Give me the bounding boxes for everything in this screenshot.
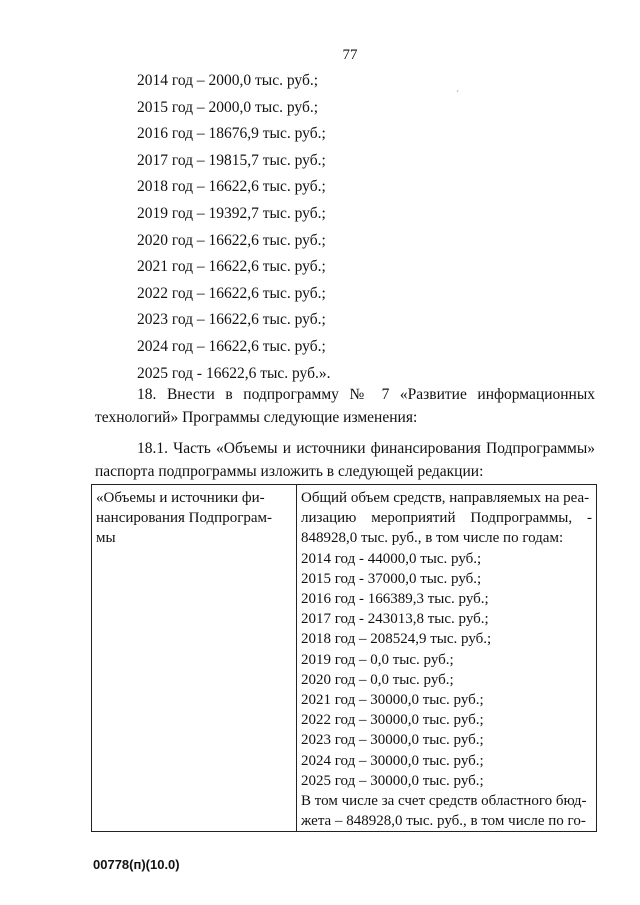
cell-line: лизацию мероприятий Подпрограммы, - [301,510,592,527]
cell-line: 2023 год – 30000,0 тыс. руб.; [301,732,484,749]
cell-line: 2015 год - 37000,0 тыс. руб.; [301,570,482,587]
year-line: 2014 год – 2000,0 тыс. руб.; [137,72,319,89]
cell-line: 2022 год – 30000,0 тыс. руб.; [301,712,484,729]
paragraph-18 [95,383,595,429]
cell-line: «Объемы и источники фи- [96,490,265,506]
cell-line: 2024 год – 30000,0 тыс. руб.; [301,752,484,769]
year-line: 2022 год – 16622,6 тыс. руб.; [137,284,326,302]
speck-mark: ˊ [456,89,459,99]
year-line: 2019 год – 19392,7 тыс. руб.; [137,204,326,222]
year-line: 2018 год – 16622,6 тыс. руб.; [137,178,326,196]
cell-line: 2016 год - 166389,3 тыс. руб.; [301,591,489,608]
paragraph-18-1 [95,437,595,483]
cell-line: 848928,0 тыс. руб., в том числе по годам: [301,530,564,547]
year-line: 2023 год – 16622,6 тыс. руб.; [137,311,326,329]
page-number: 77 [342,47,358,63]
year-line: 2016 год – 18676,9 тыс. руб.; [137,125,326,143]
year-line: 2020 год – 16622,6 тыс. руб.; [137,231,326,249]
year-line: 2025 год - 16622,6 тыс. руб.». [137,364,331,382]
passport-label-cell [92,485,297,832]
table-row [92,485,597,832]
cell-line: 2020 год – 0,0 тыс. руб.; [301,671,454,688]
cell-line: 2019 год – 0,0 тыс. руб.; [301,651,454,668]
footer-document-code: 00778(п)(10.0) [93,857,180,872]
passport-table [91,484,597,832]
funding-year-list [137,68,331,387]
cell-line: мы [96,530,116,547]
passport-value-cell [297,485,597,832]
cell-line: 2018 год – 208524,9 тыс. руб.; [301,631,492,648]
year-line: 2017 год – 19815,7 тыс. руб.; [137,151,326,169]
cell-line: 2021 год – 30000,0 тыс. руб.; [301,692,484,709]
paragraph-18-text: 18. Внести в подпрограмму № 7 «Развитие информационных технологий» Программы следующие изменения: [95,386,595,426]
cell-line: Общий объем средств, направляемых на реа- [301,490,590,506]
cell-line: 2017 год - 243013,8 тыс. руб.; [301,611,489,628]
year-line: 2024 год – 16622,6 тыс. руб.; [137,337,326,355]
cell-line: 2025 год – 30000,0 тыс. руб.; [301,772,484,789]
cell-line: нансирования Подпрограм- [96,510,273,527]
year-line: 2021 год – 16622,6 тыс. руб.; [137,258,326,276]
year-line: 2015 год – 2000,0 тыс. руб.; [137,98,319,116]
cell-line: жета – 848928,0 тыс. руб., в том числе по го- [301,813,586,830]
cell-line: В том числе за счет средств областного бюд- [301,793,587,810]
cell-line: 2014 год - 44000,0 тыс. руб.; [301,550,482,567]
paragraph-18-1-text: 18.1. Часть «Объемы и источники финансирования Подпрограммы» паспорта подпрограммы изложить в следующей редакции: [95,440,595,480]
